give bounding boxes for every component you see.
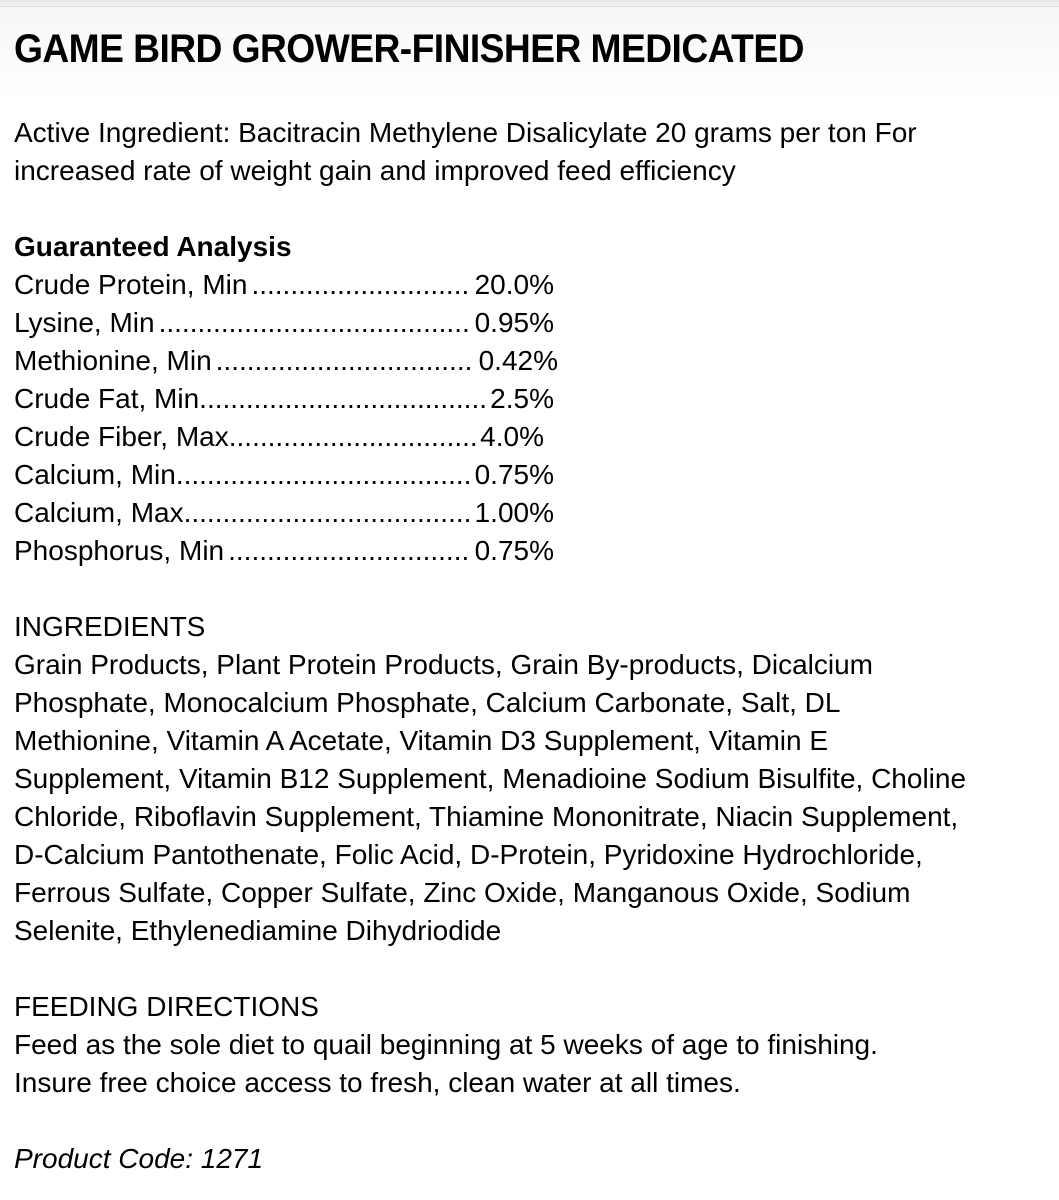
feeding-directions-section — [14, 988, 1044, 1102]
dot-leader — [251, 266, 470, 304]
product-code: Product Code: 1271 — [14, 1143, 264, 1174]
product-title: GAME BIRD GROWER-FINISHER MEDICATED — [14, 27, 804, 71]
analysis-value: 4.0% — [480, 421, 544, 452]
analysis-row — [14, 456, 554, 494]
dot-leader — [176, 456, 471, 494]
analysis-name: Phosphorus, Min — [14, 535, 225, 566]
analysis-name: Calcium, Min — [14, 459, 176, 490]
analysis-value: 0.75% — [474, 459, 554, 490]
dot-leader — [199, 380, 486, 418]
dot-leader — [216, 342, 475, 380]
feeding-directions-line-2: Insure free choice access to fresh, clean water at all times. — [14, 1067, 741, 1098]
spacer — [14, 570, 1044, 608]
ingredients-section — [14, 608, 1044, 950]
product-description — [14, 114, 1044, 1178]
analysis-name: Crude Protein, Min — [14, 269, 248, 300]
dot-leader — [184, 494, 471, 532]
analysis-row — [14, 266, 554, 304]
analysis-value: 1.00% — [474, 497, 554, 528]
analysis-row — [14, 304, 554, 342]
dot-leader — [229, 418, 480, 456]
ingredients-list: Grain Products, Plant Protein Products, Grain By-products, Dicalcium Phosphate, Monocalcium Phosphate, Calcium Carbonate, Salt, DL Methionine, Vitamin A Acetate, Vitamin D3 Supplement, Vitamin E Supplement, Vitamin B12 Supplement, Menadioine Sodium Bisulfite, Choline Chloride, Riboflavin Supplement, Thiamine Mononitrate, Niacin Supplement, D-Calcium Pantothenate, Folic Acid, D-Protein, Pyridoxine Hydrochloride, Ferrous Sulfate, Copper Sulfate, Zinc Oxide, Manganous Oxide, Sodium Selenite, Ethylenediamine Dihydriodide — [14, 649, 967, 946]
analysis-name: Crude Fat, Min — [14, 383, 200, 414]
spacer — [14, 950, 1044, 988]
feeding-directions-line-1: Feed as the sole diet to quail beginning at 5 weeks of age to finishing. — [14, 1029, 878, 1060]
analysis-row — [14, 494, 554, 532]
analysis-name: Crude Fiber, Max — [14, 421, 229, 452]
feeding-directions-heading: FEEDING DIRECTIONS — [14, 991, 319, 1022]
dot-leader — [228, 532, 470, 570]
dot-leader — [159, 304, 471, 342]
analysis-value: 0.42% — [478, 345, 558, 376]
analysis-row — [14, 532, 554, 570]
analysis-value: 0.75% — [474, 535, 554, 566]
analysis-row — [14, 418, 544, 456]
guaranteed-analysis-heading: Guaranteed Analysis — [14, 231, 292, 262]
analysis-name: Methionine, Min — [14, 345, 212, 376]
analysis-value: 2.5% — [490, 383, 554, 414]
analysis-row — [14, 342, 558, 380]
guaranteed-analysis-section — [14, 228, 1044, 570]
analysis-name: Lysine, Min — [14, 307, 155, 338]
ingredients-heading: INGREDIENTS — [14, 611, 206, 642]
active-ingredient-text: Active Ingredient: Bacitracin Methylene Disalicylate 20 grams per ton For increased rate of weight gain and improved feed efficiency — [14, 117, 917, 186]
analysis-row — [14, 380, 554, 418]
analysis-name: Calcium, Max — [14, 497, 184, 528]
analysis-value: 20.0% — [474, 269, 554, 300]
top-border — [0, 0, 1059, 7]
analysis-value: 0.95% — [474, 307, 554, 338]
